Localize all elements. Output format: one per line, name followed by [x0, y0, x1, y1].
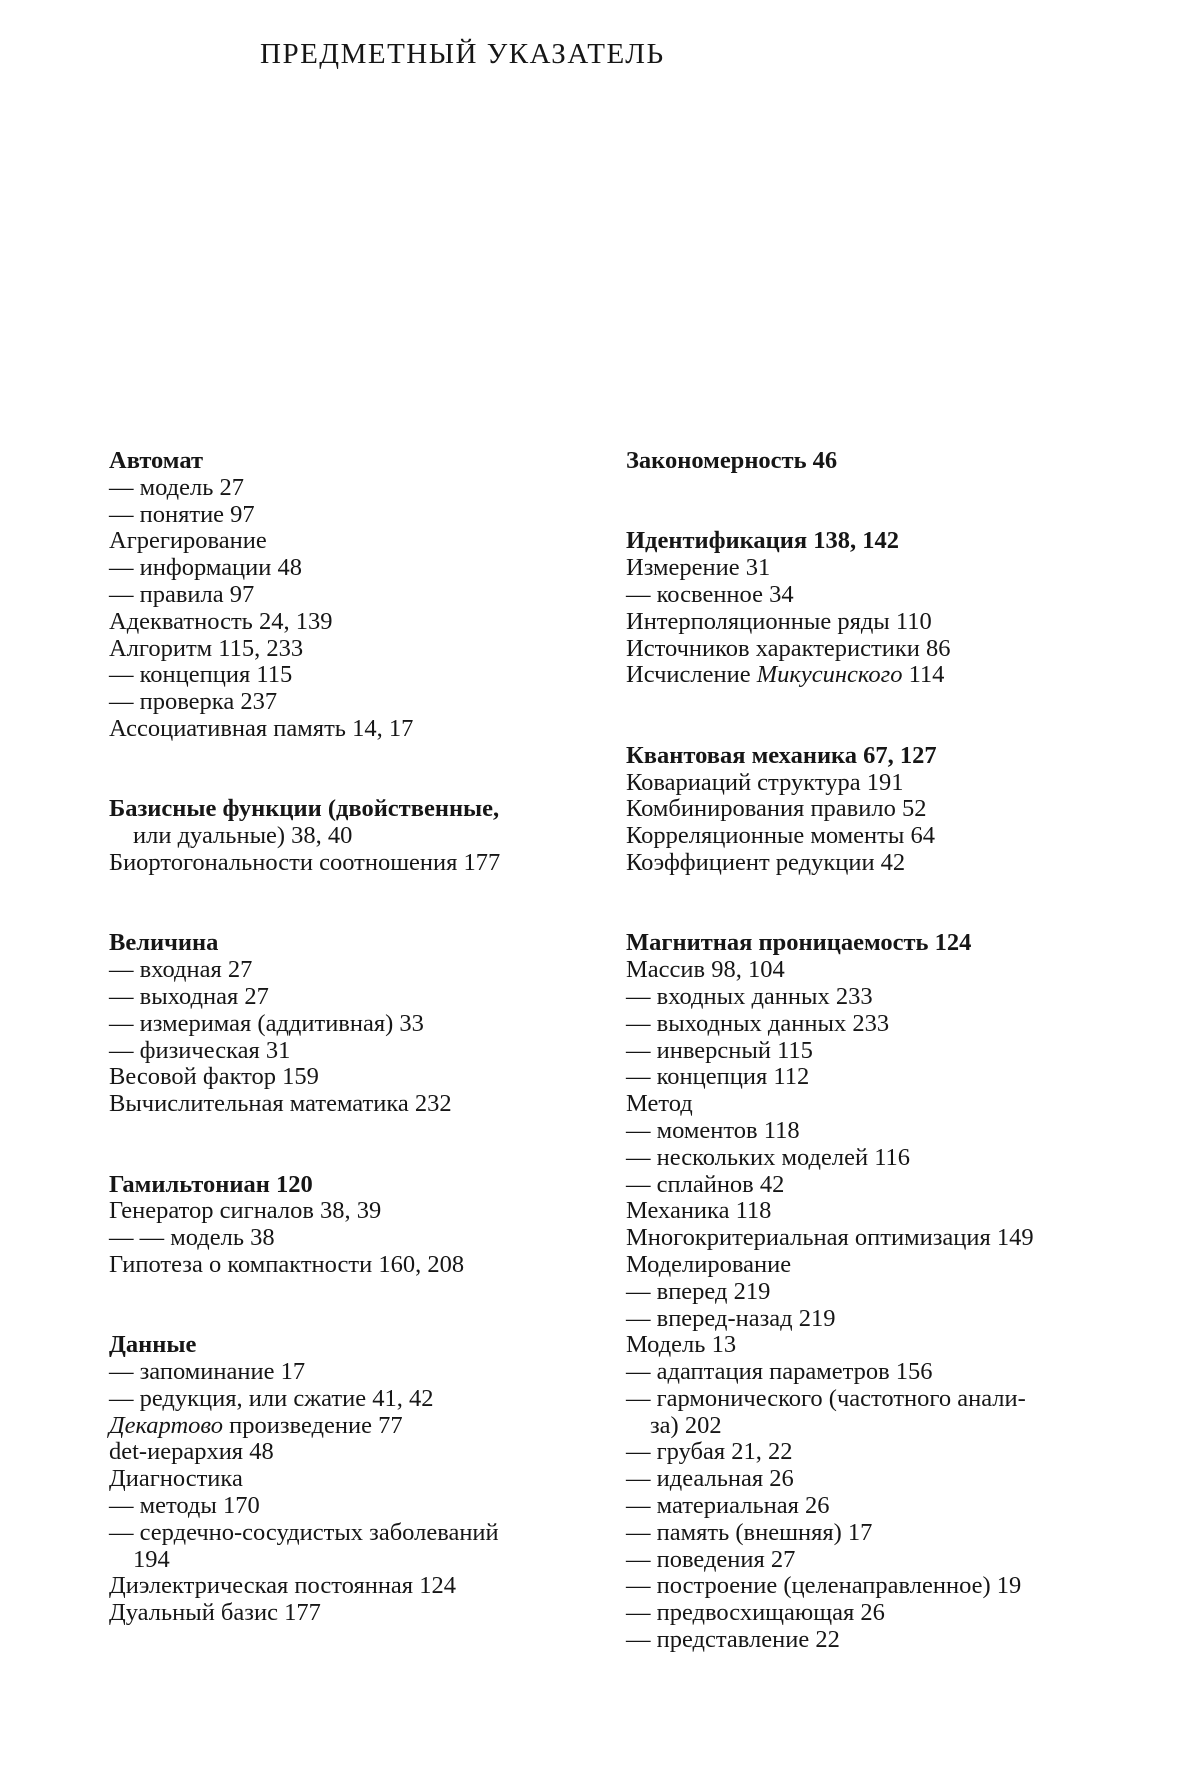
- index-entry: 194: [133, 1545, 170, 1573]
- index-entry: — инверсный 115: [626, 1036, 813, 1064]
- index-entry: — адаптация параметров 156: [626, 1358, 933, 1386]
- index-entry: — концепция 112: [626, 1063, 810, 1091]
- index-entry: — материальная 26: [626, 1492, 830, 1520]
- index-entry: Гипотеза о компактности 160, 208: [109, 1250, 465, 1278]
- index-group: [109, 1332, 595, 1627]
- index-entry: за) 202: [650, 1411, 722, 1439]
- index-entry: Биортогональности соотношения 177: [109, 848, 501, 876]
- index-entry: Многокритериальная оптимизация 149: [626, 1224, 1034, 1252]
- index-entry: — идеальная 26: [626, 1465, 794, 1493]
- index-entry: — сердечно-сосудистых заболеваний: [109, 1518, 499, 1546]
- index-entry: — редукция, или сжатие 41, 42: [109, 1384, 434, 1412]
- index-group-head: Базисные функции (двойственные,: [109, 795, 500, 823]
- index-entry: Коэффициент редукции 42: [626, 848, 906, 876]
- index-entry: Адекватность 24, 139: [109, 607, 333, 635]
- index-entry: — измеримая (аддитивная) 33: [109, 1009, 424, 1037]
- index-entry: — модель 27: [109, 473, 245, 501]
- index-group: [626, 448, 1128, 475]
- index-entry: Модель 13: [626, 1331, 737, 1359]
- index-entry: Комбинирования правило 52: [626, 795, 927, 823]
- index-entry: Генератор сигналов 38, 39: [109, 1197, 382, 1225]
- index-group: [626, 743, 1128, 877]
- index-entry: — входная 27: [109, 956, 253, 984]
- index-group-head: Идентификация 138, 142: [626, 527, 900, 555]
- index-entry: — понятие 97: [109, 500, 255, 528]
- index-entry: Весовой фактор 159: [109, 1063, 319, 1091]
- index-entry: — построение (целенаправленное) 19: [626, 1572, 1022, 1600]
- index-entry: Диэлектрическая постоянная 124: [109, 1572, 456, 1600]
- index-entry: — поведения 27: [626, 1545, 796, 1573]
- index-group-head: Автомат: [109, 447, 203, 474]
- index-entry: Диагностика: [109, 1465, 243, 1493]
- index-entry: — выходная 27: [109, 982, 269, 1010]
- index-entry: Агрегирование: [109, 527, 267, 555]
- index-entry: — предвосхищающая 26: [626, 1599, 885, 1627]
- index-entry: — входных данных 233: [626, 982, 873, 1010]
- index-group: [626, 528, 1128, 689]
- left-column: [109, 448, 595, 1627]
- index-group-head: Квантовая механика 67, 127: [626, 741, 937, 769]
- index-group: [109, 796, 595, 876]
- right-column: [626, 448, 1128, 1654]
- index-entry: Измерение 31: [626, 554, 771, 582]
- index-entry: Ассоциативная память 14, 17: [109, 714, 414, 742]
- index-group-head: Гамильтониан 120: [109, 1170, 313, 1198]
- entry-text-rest: произведение 77: [223, 1411, 403, 1439]
- index-entry: Корреляционные моменты 64: [626, 822, 935, 850]
- entry-text: Исчисление: [626, 661, 757, 689]
- index-entry: — косвенное 34: [626, 580, 794, 608]
- index-entry: det-иерархия 48: [109, 1438, 274, 1466]
- page-title: ПРЕДМЕТНЫЙ УКАЗАТЕЛЬ: [260, 38, 665, 70]
- index-entry: — правила 97: [109, 580, 255, 608]
- index-entry: Вычислительная математика 232: [109, 1090, 452, 1118]
- entry-page-numbers: 114: [902, 661, 945, 689]
- index-entry: — — модель 38: [109, 1224, 275, 1252]
- index-entry: или дуальные) 38, 40: [133, 822, 353, 850]
- index-entry: — грубая 21, 22: [626, 1438, 793, 1466]
- index-entry: Дуальный базис 177: [109, 1599, 321, 1627]
- index-group: [109, 448, 595, 743]
- index-entry: — вперед 219: [626, 1277, 771, 1305]
- index-group: [109, 1172, 595, 1279]
- index-entry: [626, 662, 1128, 689]
- index-entry: — память (внешняя) 17: [626, 1518, 873, 1546]
- index-entry: Массив 98, 104: [626, 956, 785, 984]
- index-entry: Алгоритм 115, 233: [109, 634, 304, 662]
- index-entry: — гармонического (частотного анали-: [626, 1384, 1026, 1412]
- index-entry: Метод: [626, 1090, 693, 1118]
- index-group-head: Магнитная проницаемость 124: [626, 929, 972, 957]
- index-entry: — представление 22: [626, 1626, 840, 1654]
- index-entry: — вперед-назад 219: [626, 1304, 836, 1332]
- index-group-head: Величина: [109, 929, 219, 957]
- index-entry: — запоминание 17: [109, 1358, 306, 1386]
- index-entry: — выходных данных 233: [626, 1009, 890, 1037]
- entry-text-rest: Микусинского: [756, 661, 903, 689]
- index-entry: — проверка 237: [109, 688, 278, 716]
- index-entry: — методы 170: [109, 1492, 260, 1520]
- index-group-head: Закономерность 46: [626, 447, 838, 474]
- index-entry: — физическая 31: [109, 1036, 291, 1064]
- index-entry: Механика 118: [626, 1197, 772, 1225]
- index-entry: Ковариаций структура 191: [626, 768, 904, 796]
- index-entry: Источников характеристики 86: [626, 634, 951, 662]
- index-entry: [109, 1413, 595, 1440]
- index-entry: Интерполяционные ряды 110: [626, 607, 932, 635]
- index-group: [109, 930, 595, 1118]
- index-entry: — концепция 115: [109, 661, 293, 689]
- index-entry: — сплайнов 42: [626, 1170, 785, 1198]
- entry-text: Декартово: [109, 1411, 223, 1439]
- index-group-head: Данные: [109, 1331, 197, 1359]
- index-entry: Моделирование: [626, 1250, 792, 1278]
- index-group: [626, 930, 1128, 1654]
- index-entry: — нескольких моделей 116: [626, 1143, 911, 1171]
- index-entry: — информации 48: [109, 554, 303, 582]
- index-entry: — моментов 118: [626, 1116, 800, 1144]
